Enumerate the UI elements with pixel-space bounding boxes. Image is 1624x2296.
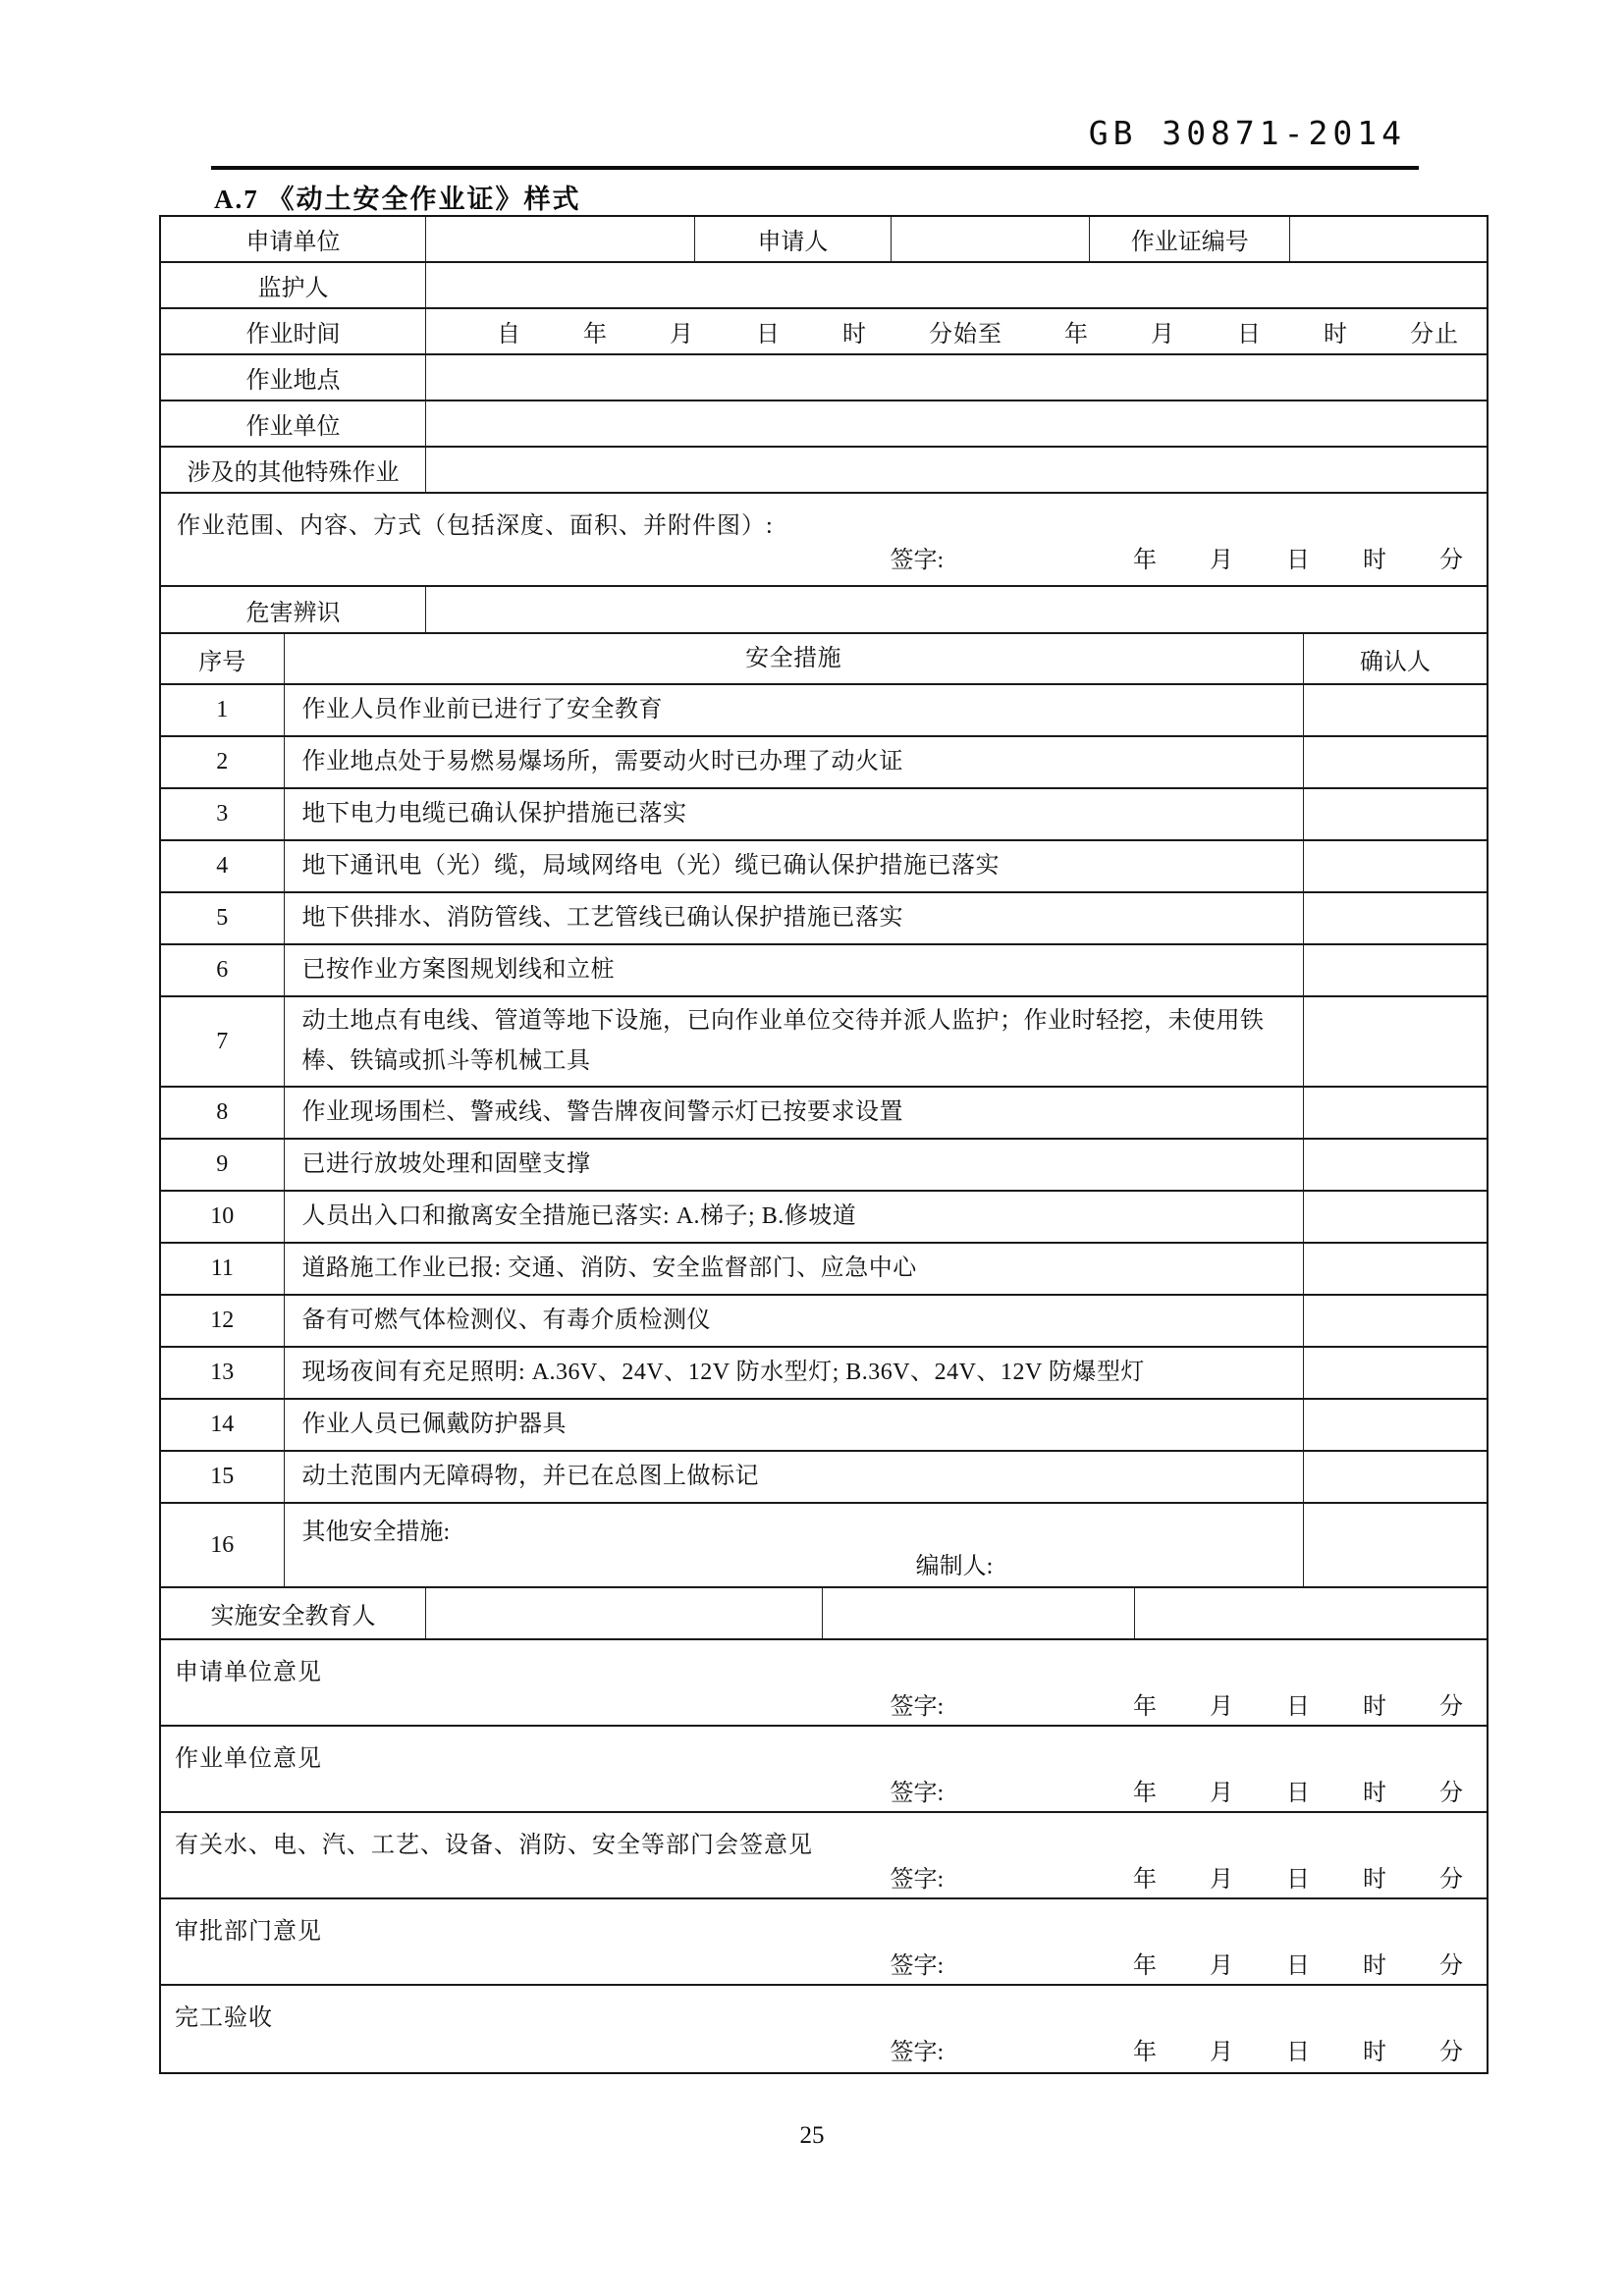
opinion-row: [161, 1986, 1487, 2072]
measure-row: [161, 997, 1487, 1088]
measure-row: [161, 1192, 1487, 1244]
measure-text: 道路施工作业已报: 交通、消防、安全监督部门、应急中心: [285, 1244, 1304, 1294]
opinion-title: 有关水、电、汽、工艺、设备、消防、安全等部门会签意见: [175, 1833, 813, 1858]
measure-row: [161, 1088, 1487, 1140]
measure-text: 作业现场围栏、警戒线、警告牌夜间警示灯已按要求设置: [285, 1088, 1304, 1138]
measure-no: 7: [161, 997, 285, 1086]
measure-no: 5: [161, 893, 285, 943]
measure-text: 已按作业方案图规划线和立桩: [285, 945, 1304, 995]
measure-row: [161, 841, 1487, 893]
measure-text: 现场夜间有充足照明: A.36V、24V、12V 防水型灯; B.36V、24V、12V 防爆型灯: [285, 1348, 1304, 1398]
hazard-label: 危害辨识: [161, 587, 426, 632]
row-other-special: [161, 448, 1487, 494]
page-number: 25: [799, 2122, 825, 2149]
measure-no: 16: [161, 1504, 285, 1586]
applicant-unit-label: 申请单位: [161, 217, 426, 261]
scope-sign-line: [161, 540, 1487, 588]
standard-code: GB 30871-2014: [1088, 114, 1406, 152]
sign-date: 年 月 日 时 分: [1133, 1694, 1463, 1720]
measure-no: 8: [161, 1088, 285, 1138]
confirmer-cell: [1304, 1088, 1487, 1138]
measures-header-row: [161, 634, 1487, 685]
measure-no: 1: [161, 685, 285, 735]
measure-no: 2: [161, 737, 285, 787]
row-scope: [161, 494, 1487, 587]
measure-text: 作业人员作业前已进行了安全教育: [285, 685, 1304, 735]
safety-educator-cell: [1135, 1588, 1487, 1638]
confirmer-cell: [1304, 945, 1487, 995]
opinion-title: 审批部门意见: [175, 1919, 322, 1945]
permit-form-table: [159, 215, 1489, 2074]
confirmer-cell: [1304, 1452, 1487, 1502]
hazard-value: [426, 587, 1487, 632]
work-place-label: 作业地点: [161, 355, 426, 400]
measure-row: [161, 737, 1487, 789]
measure-row: [161, 893, 1487, 945]
row-hazard: [161, 587, 1487, 634]
confirmer-cell: [1304, 1504, 1487, 1586]
measure-row: [161, 945, 1487, 997]
header-measure: 安全措施: [285, 634, 1304, 683]
confirmer-cell: [1304, 1244, 1487, 1294]
opinion-block: [161, 1813, 1487, 1897]
sign-label: 签字:: [890, 2040, 945, 2065]
safety-educator-cell: [426, 1588, 823, 1638]
row-applicant: [161, 217, 1487, 263]
confirmer-cell: [1304, 789, 1487, 839]
work-time-value: 自 年 月 日 时 分始至 年 月 日 时 分止: [497, 322, 1459, 347]
measure-no: 13: [161, 1348, 285, 1398]
measure-no: 3: [161, 789, 285, 839]
measure-no: 11: [161, 1244, 285, 1294]
opinion-row: [161, 1727, 1487, 1813]
measure-row: [161, 1140, 1487, 1192]
measure-no: 6: [161, 945, 285, 995]
measure-row: [161, 1452, 1487, 1504]
measure-no: 10: [161, 1192, 285, 1242]
opinion-row: [161, 1899, 1487, 1986]
row-safety-educator: [161, 1588, 1487, 1640]
row-work-place: [161, 355, 1487, 401]
measure-text: 作业地点处于易燃易爆场所，需要动火时已办理了动火证: [285, 737, 1304, 787]
confirmer-cell: [1304, 841, 1487, 891]
confirmer-cell: [1304, 685, 1487, 735]
sign-label: 签字:: [890, 548, 945, 573]
opinion-title: 申请单位意见: [175, 1660, 322, 1685]
measure-text: 动土地点有电线、管道等地下设施，已向作业单位交待并派人监护；作业时轻挖，未使用铁棒、铁镐或抓斗等机械工具: [285, 997, 1304, 1086]
applicant-label: 申请人: [695, 217, 892, 261]
sign-label: 签字:: [890, 1781, 945, 1806]
permit-no-label: 作业证编号: [1090, 217, 1290, 261]
guardian-value: [426, 263, 1487, 307]
measure-text: 动土范围内无障碍物，并已在总图上做标记: [285, 1452, 1304, 1502]
other-measures-label: 其他安全措施:: [301, 1520, 451, 1545]
measure-no: 12: [161, 1296, 285, 1346]
opinion-row: [161, 1813, 1487, 1899]
measure-row: [161, 789, 1487, 841]
confirmer-cell: [1304, 1140, 1487, 1190]
compiler-label: 编制人:: [915, 1554, 994, 1579]
header-rule: [211, 166, 1419, 170]
measure-row: [161, 1244, 1487, 1296]
scope-block: [161, 494, 1487, 585]
opinion-row: [161, 1640, 1487, 1727]
opinion-block: [161, 1899, 1487, 1984]
confirmer-cell: [1304, 997, 1487, 1086]
opinion-block: [161, 1986, 1487, 2072]
measure-text: 地下通讯电（光）缆，局域网络电（光）缆已确认保护措施已落实: [285, 841, 1304, 891]
row-guardian: [161, 263, 1487, 309]
sign-date: 年 月 日 时 分: [1133, 1953, 1463, 1979]
applicant-unit-value: [426, 217, 695, 261]
sign-date: 年 月 日 时 分: [1133, 2040, 1463, 2065]
measure-text: 地下供排水、消防管线、工艺管线已确认保护措施已落实: [285, 893, 1304, 943]
confirmer-cell: [1304, 1400, 1487, 1450]
sign-date: 年 月 日 时 分: [1133, 548, 1463, 573]
measure-text: 已进行放坡处理和固壁支撑: [285, 1140, 1304, 1190]
measure-text: 地下电力电缆已确认保护措施已落实: [285, 789, 1304, 839]
work-time-label: 作业时间: [161, 309, 426, 353]
safety-educator-cell: [823, 1588, 1136, 1638]
confirmer-cell: [1304, 1348, 1487, 1398]
measure-no: 9: [161, 1140, 285, 1190]
confirmer-cell: [1304, 1192, 1487, 1242]
opinion-block: [161, 1727, 1487, 1811]
measure-text: 人员出入口和撤离安全措施已落实: A.梯子; B.修坡道: [285, 1192, 1304, 1242]
row-work-unit: [161, 401, 1487, 448]
work-unit-value: [426, 401, 1487, 446]
sign-date: 年 月 日 时 分: [1133, 1867, 1463, 1893]
other-measures-cell: [285, 1504, 1304, 1586]
measure-row-other: [161, 1504, 1487, 1588]
sign-label: 签字:: [890, 1867, 945, 1893]
scope-label: 作业范围、内容、方式（包括深度、面积、并附件图）:: [177, 513, 774, 539]
confirmer-cell: [1304, 1296, 1487, 1346]
measure-text: 作业人员已佩戴防护器具: [285, 1400, 1304, 1450]
confirmer-cell: [1304, 893, 1487, 943]
opinion-block: [161, 1640, 1487, 1725]
work-place-value: [426, 355, 1487, 400]
safety-educator-label: 实施安全教育人: [161, 1588, 426, 1638]
opinion-sign-line: [161, 2032, 1487, 2080]
measure-no: 14: [161, 1400, 285, 1450]
measure-text: 备有可燃气体检测仪、有毒介质检测仪: [285, 1296, 1304, 1346]
applicant-value: [892, 217, 1091, 261]
sign-label: 签字:: [890, 1953, 945, 1979]
section-title: A.7 《动土安全作业证》样式: [214, 185, 581, 214]
work-unit-label: 作业单位: [161, 401, 426, 446]
measure-row: [161, 1400, 1487, 1452]
other-special-label: 涉及的其他特殊作业: [161, 448, 426, 492]
measure-row: [161, 1296, 1487, 1348]
sign-date: 年 月 日 时 分: [1133, 1781, 1463, 1806]
permit-no-value: [1290, 217, 1487, 261]
sign-label: 签字:: [890, 1694, 945, 1720]
guardian-label: 监护人: [161, 263, 426, 307]
row-work-time: [161, 309, 1487, 355]
opinion-title: 作业单位意见: [175, 1746, 322, 1772]
confirmer-cell: [1304, 737, 1487, 787]
measure-no: 4: [161, 841, 285, 891]
opinion-title: 完工验收: [175, 2005, 273, 2031]
measure-row: [161, 1348, 1487, 1400]
measure-no: 15: [161, 1452, 285, 1502]
measure-row: [161, 685, 1487, 737]
other-special-value: [426, 448, 1487, 492]
header-no: 序号: [161, 634, 285, 683]
header-confirmer: 确认人: [1359, 649, 1431, 675]
